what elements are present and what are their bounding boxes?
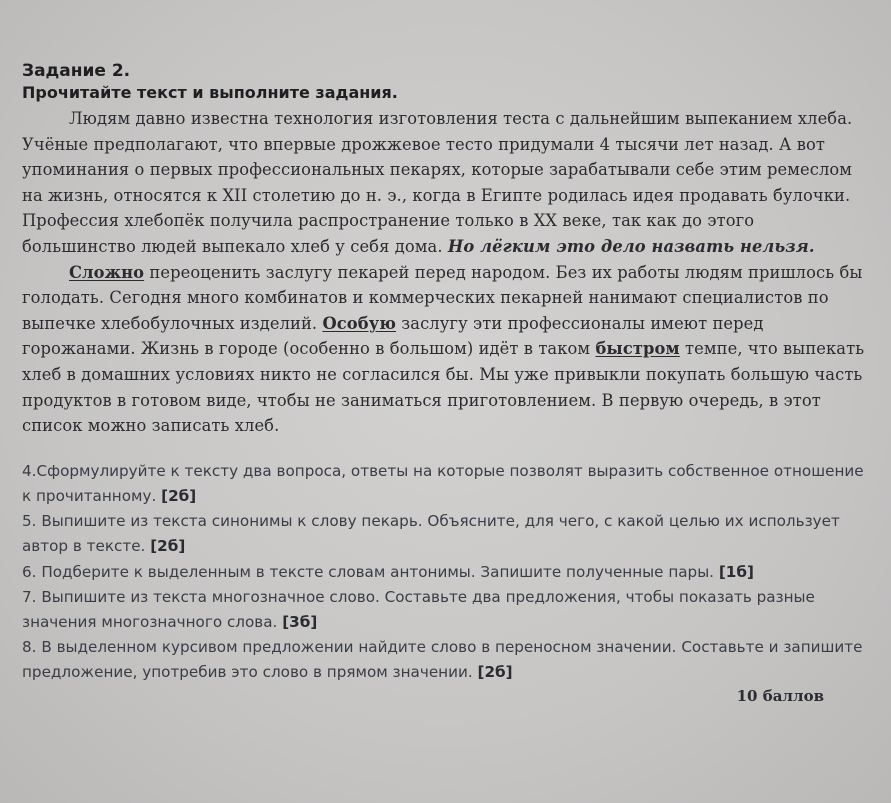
paragraph-2-part-2: заслугу эти профессионалы имеют перед горожанами. Жизнь в городе (особенно в большом) идёт в таком xyxy=(22,313,764,359)
question-item xyxy=(22,459,872,509)
question-points: [2б] xyxy=(477,663,513,682)
question-text: 6. Подберите к выделенным в тексте словам антонимы. Запишите полученные пары. xyxy=(22,562,719,581)
total-score: 10 баллов xyxy=(736,686,824,705)
task-instruction: Прочитайте текст и выполните задания. xyxy=(22,83,398,102)
paragraph-1-text: Людям давно известна технология изготовления теста с дальнейшим выпеканием хлеба. Учёные предполагают, что впервые дрожжевое тесто придумали 4 тысячи лет назад. А вот упоминания о первых профессиональных пекарях, которые зарабатывали себе этим ремеслом на жизнь, относятся к XII столетию до н. э., когда в Египте родилась идея продавать булочки. Профессия хлебопёк получила распространение только в XX веке, так как до этого большинство людей выпекало хлеб у себя дома. xyxy=(22,109,853,256)
question-points: [1б] xyxy=(718,562,754,581)
italic-sentence: Но лёгким это дело назвать нельзя. xyxy=(447,236,815,256)
paragraph-2-part-1: переоценить заслугу пекарей перед народом. Без их работы людям пришлось бы голодать. Сегодня много комбинатов и коммерческих пекарней нанимают специалистов по выпечке хлебобулочных изделий. xyxy=(22,262,863,333)
question-item xyxy=(22,585,872,635)
question-list xyxy=(22,459,872,706)
worksheet xyxy=(22,60,872,706)
question-text: 4.Сформулируйте к тексту два вопроса, ответы на которые позволят выразить собственное отношение к прочитанному. xyxy=(22,461,864,505)
text-paragraph-1 xyxy=(22,106,872,260)
highlighted-word-2: Особую xyxy=(322,313,397,333)
highlighted-word-1: Сложно xyxy=(69,262,145,282)
question-text: 8. В выделенном курсивом предложении найдите слово в переносном значении. Составьте и запишите предложение, употребив это слово в прямом значении. xyxy=(22,638,863,682)
question-item xyxy=(22,509,872,559)
question-points: [3б] xyxy=(282,612,318,631)
question-points: [2б] xyxy=(161,486,197,505)
paragraph-2-part-3: темпе, что выпекать хлеб в домашних условиях никто не согласился бы. Мы уже привыкли покупать большую часть продуктов в готовом виде, чтобы не заниматься приготовлением. В первую очередь, в этот список можно записать хлеб. xyxy=(22,339,865,436)
highlighted-word-3: быстром xyxy=(595,339,680,359)
task-title: Задание 2. xyxy=(22,61,131,81)
question-text: 7. Выпишите из текста многозначное слово. Составьте два предложения, чтобы показать разные значения многозначного слова. xyxy=(22,587,815,631)
question-item xyxy=(22,635,872,685)
text-paragraph-2 xyxy=(22,260,872,439)
question-text: 5. Выпишите из текста синонимы к слову пекарь. Объясните, для чего, с какой целью их использует автор в тексте. xyxy=(22,512,840,556)
question-item xyxy=(22,560,872,585)
question-points: [2б] xyxy=(150,537,186,556)
